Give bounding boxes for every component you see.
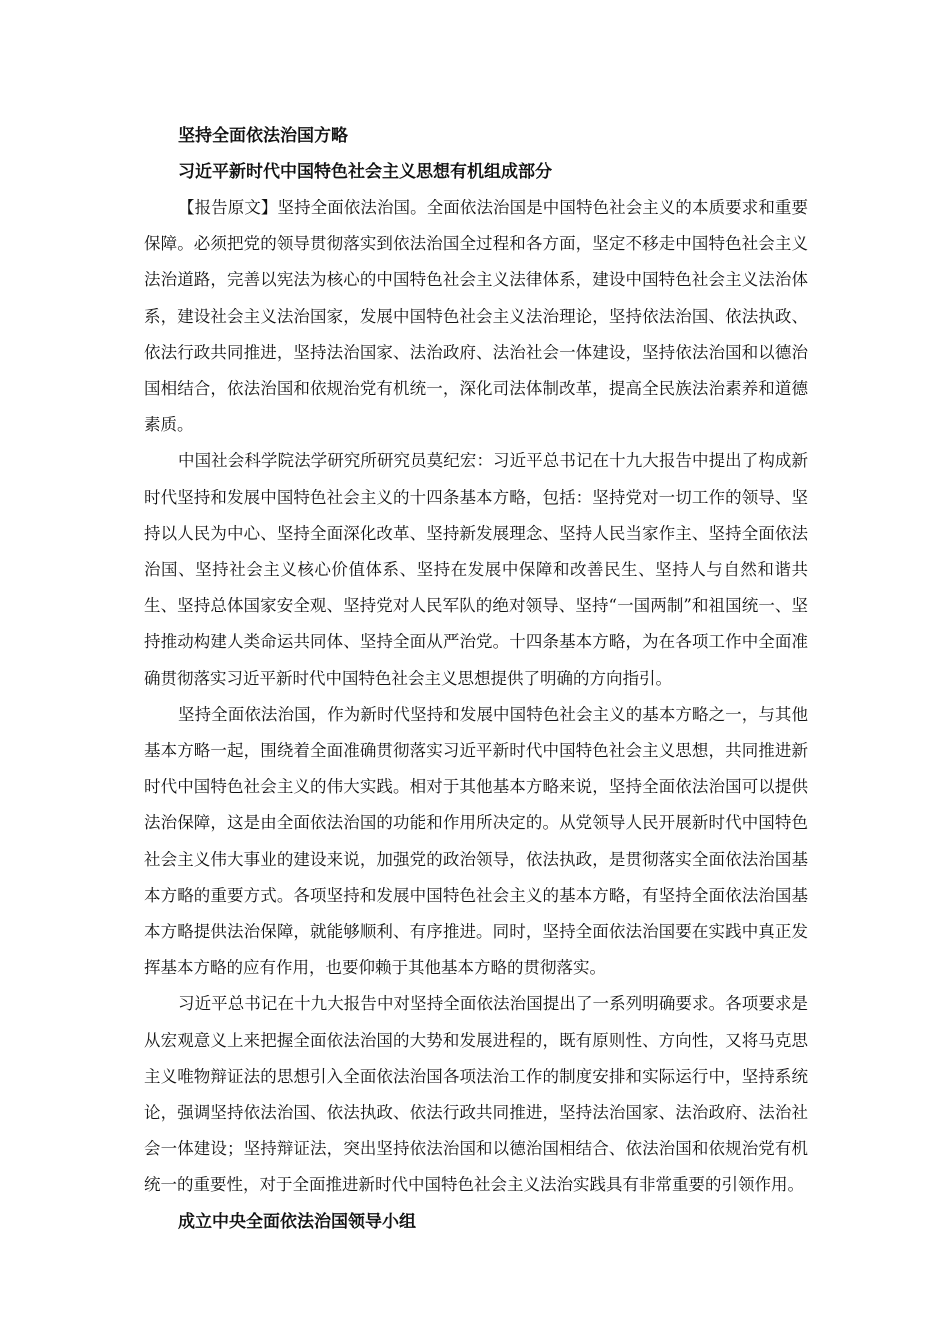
paragraph-expert-commentary: 中国社会科学院法学研究所研究员莫纪宏：习近平总书记在十九大报告中提出了构成新时代坚持和发展中国特色社会主义的十四条基本方略，包括：坚持党对一切工作的领导、坚持以人民为中心、坚持全面深化改革、坚持新发展理念、坚持人民当家作主、坚持全面依法治国、坚持社会主义核心价值体系、坚持在发展中保障和改善民生、坚持人与自然和谐共生、坚持总体国家安全观、坚持党对人民军队的绝对领导、坚持“一国两制”和祖国统一、坚持推动构建人类命运共同体、坚持全面从严治党。十四条基本方略，为在各项工作中全面准确贯彻落实习近平新时代中国特色社会主义思想提供了明确的方向指引。 <box>144 451 808 688</box>
subsection-heading: 习近平新时代中国特色社会主义思想有机组成部分 <box>178 162 552 182</box>
next-section-heading: 成立中央全面依法治国领导小组 <box>178 1211 416 1232</box>
paragraph-requirements: 习近平总书记在十九大报告中对坚持全面依法治国提出了一系列明确要求。各项要求是从宏观意义上来把握全面依法治国的大势和发展进程的，既有原则性、方向性，又将马克思主义唯物辩证法的思想引入全面依法治国各项法治工作的制度安排和实际运行中，坚持系统论，强调坚持依法治国、依法执政、依法行政共同推进，坚持法治国家、法治政府、法治社会一体建设；坚持辩证法，突出坚持依法治国和以德治国相结合、依法治国和依规治党有机统一的重要性，对于全面推进新时代中国特色社会主义法治实践具有非常重要的引领作用。 <box>144 994 808 1195</box>
paragraph-basic-strategy: 坚持全面依法治国，作为新时代坚持和发展中国特色社会主义的基本方略之一，与其他基本方略一起，围绕着全面准确贯彻落实习近平新时代中国特色社会主义思想，共同推进新时代中国特色社会主义的伟大实践。相对于其他基本方略来说，坚持全面依法治国可以提供法治保障，这是由全面依法治国的功能和作用所决定的。从党领导人民开展新时代中国特色社会主义伟大事业的建设来说，加强党的政治领导，依法执政，是贯彻落实全面依法治国基本方略的重要方式。各项坚持和发展中国特色社会主义的基本方略，有坚持全面依法治国基本方略提供法治保障，就能够顺利、有序推进。同时，坚持全面依法治国要在实践中真正发挥基本方略的应有作用，也要仰赖于其他基本方略的贯彻落实。 <box>144 704 808 978</box>
section-heading: 坚持全面依法治国方略 <box>178 126 348 146</box>
document-body <box>144 118 808 1240</box>
paragraph-report-text: 【报告原文】坚持全面依法治国。全面依法治国是中国特色社会主义的本质要求和重要保障。必须把党的领导贯彻落实到依法治国全过程和各方面，坚定不移走中国特色社会主义法治道路，完善以宪法为核心的中国特色社会主义法律体系，建设中国特色社会主义法治体系，建设社会主义法治国家，发展中国特色社会主义法治理论，坚持依法治国、依法执政、依法行政共同推进，坚持法治国家、法治政府、法治社会一体建设，坚持依法治国和以德治国相结合，依法治国和依规治党有机统一，深化司法体制改革，提高全民族法治素养和道德素质。 <box>144 198 808 435</box>
